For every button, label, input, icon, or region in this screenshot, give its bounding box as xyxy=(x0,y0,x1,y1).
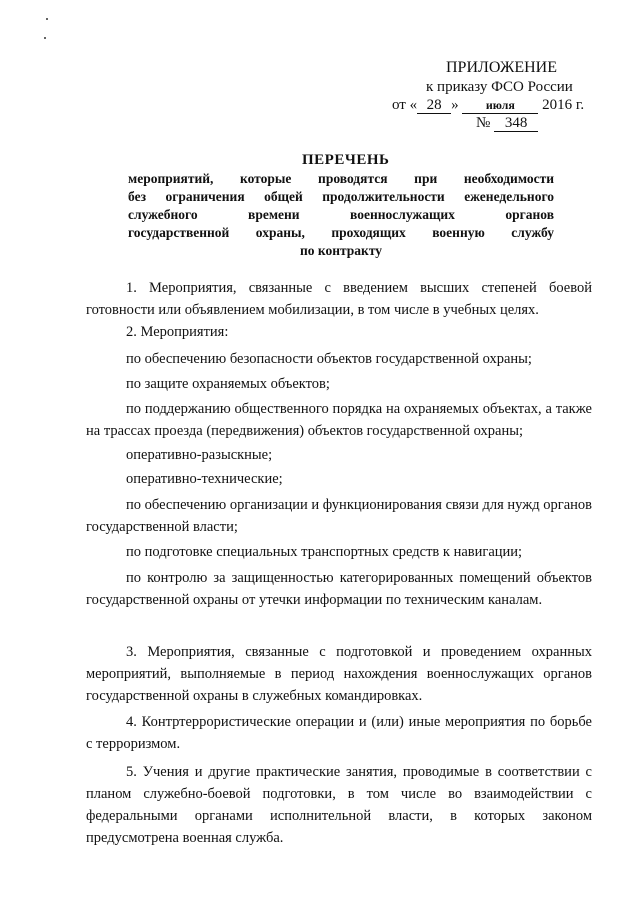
list-item: оперативно-технические; xyxy=(126,471,283,487)
list-item: по защите охраняемых объектов; xyxy=(126,376,330,392)
number-prefix: № xyxy=(476,115,491,131)
scan-speck xyxy=(46,18,48,20)
list-item: по обеспечению безопасности объектов государственной охраны; xyxy=(126,351,532,367)
paragraph-2: 2. Мероприятия: xyxy=(126,324,229,340)
date-day: 28 xyxy=(417,97,451,114)
annex-date-line xyxy=(392,96,584,115)
annex-order-reference: к приказу ФСО России xyxy=(426,79,573,95)
date-mid: » xyxy=(451,97,459,113)
paragraph-1: 1. Мероприятия, связанные с введением высших степеней боевой готовности или объявлением мобилизации, в том числе в учебных целях. xyxy=(86,280,592,318)
date-year: 2016 г. xyxy=(542,97,585,113)
list-item: оперативно-разыскные; xyxy=(126,447,273,463)
list-item: по контролю за защищенностью категорированных помещений объектов государственной охраны от утечки информации по техническим каналам. xyxy=(86,570,592,608)
order-number: 348 xyxy=(494,115,538,132)
list-item: по обеспечению организации и функционирования связи для нужд органов государственной власти; xyxy=(86,497,592,535)
date-prefix: от « xyxy=(392,97,418,113)
annex-number-line xyxy=(476,114,538,133)
subtitle-line: по контракту xyxy=(299,243,383,258)
subtitle-line: мероприятий, которые проводятся при необходимости xyxy=(128,171,554,186)
list-item: по поддержанию общественного порядка на охраняемых объектах, а также на трассах проезда (передвижения) объектов государственной охраны; xyxy=(86,401,592,439)
list-item: по подготовке специальных транспортных средств к навигации; xyxy=(126,544,523,560)
date-month: июля xyxy=(462,97,538,114)
annex-title: ПРИЛОЖЕНИЕ xyxy=(446,59,558,76)
paragraph-4: 4. Контртеррористические операции и (или) иные мероприятия по борьбе с терроризмом. xyxy=(86,714,592,752)
document-subtitle xyxy=(128,170,554,260)
document-heading: ПЕРЕЧЕНЬ xyxy=(302,152,390,168)
paragraph-5: 5. Учения и другие практические занятия, проводимые в соответствии с планом служебно-боевой подготовки, в том числе во взаимодействии с федеральными органами исполнительной власти, в которых законом предусмотрена военная служба. xyxy=(86,764,592,846)
paragraph-3: 3. Мероприятия, связанные с подготовкой и проведением охранных мероприятий, выполняемые в период нахождения военнослужащих органов государственной охраны в служебных командировках. xyxy=(86,644,592,704)
subtitle-line: служебного времени военнослужащих органов xyxy=(128,207,554,222)
scan-speck xyxy=(44,37,46,39)
subtitle-line: без ограничения общей продолжительности еженедельного xyxy=(128,189,554,204)
subtitle-line: государственной охраны, проходящих военную службу xyxy=(128,225,554,240)
